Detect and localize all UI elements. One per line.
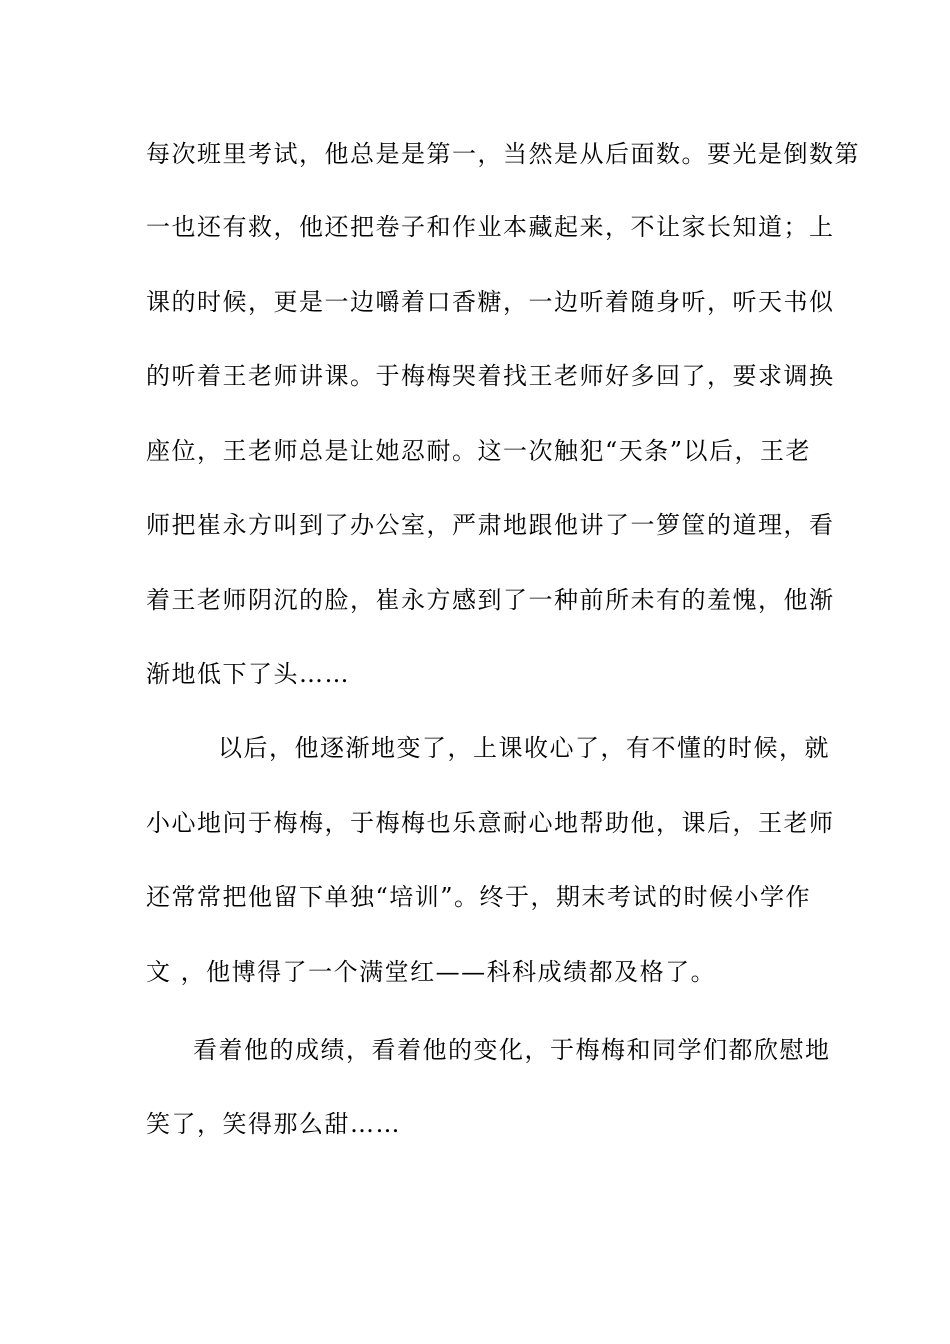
paragraph-2-line-4: 文 ，他博得了一个满堂红——科科成绩都及格了。 (146, 958, 717, 986)
text-line-5: 座位，王老师总是让她忍耐。这一次触犯“天条”以后，王老 (146, 437, 812, 465)
paragraph-3-line-1: 看着他的成绩，看着他的变化，于梅梅和同学们都欣慰地 (193, 1036, 831, 1064)
text-line-2: 一也还有救，他还把卷子和作业本藏起来，不让家长知道；上 (146, 213, 835, 241)
text-line-4: 的听着王老师讲课。于梅梅哭着找王老师好多回了，要求调换 (146, 362, 835, 390)
paragraph-3-line-2: 笑了，笑得那么甜…… (146, 1110, 401, 1138)
paragraph-2-line-3: 还常常把他留下单独“培训”。终于，期末考试的时候小学作 (146, 883, 812, 911)
text-line-1: 每次班里考试，他总是是第一，当然是从后面数。要光是倒数第 (146, 140, 860, 168)
text-line-3: 课的时候，更是一边嚼着口香糖，一边听着随身听，听天书似 (146, 288, 835, 316)
paragraph-2-line-2: 小心地问于梅梅，于梅梅也乐意耐心地帮助他，课后，王老师 (146, 809, 835, 837)
text-line-7: 着王老师阴沉的脸，崔永方感到了一种前所未有的羞愧，他渐 (146, 586, 835, 614)
text-line-6: 师把崔永方叫到了办公室，严肃地跟他讲了一箩筐的道理，看 (146, 511, 835, 539)
paragraph-2-line-1: 以后，他逐渐地变了，上课收心了，有不懂的时候，就 (218, 734, 830, 762)
text-line-8: 渐地低下了头…… (146, 660, 350, 688)
